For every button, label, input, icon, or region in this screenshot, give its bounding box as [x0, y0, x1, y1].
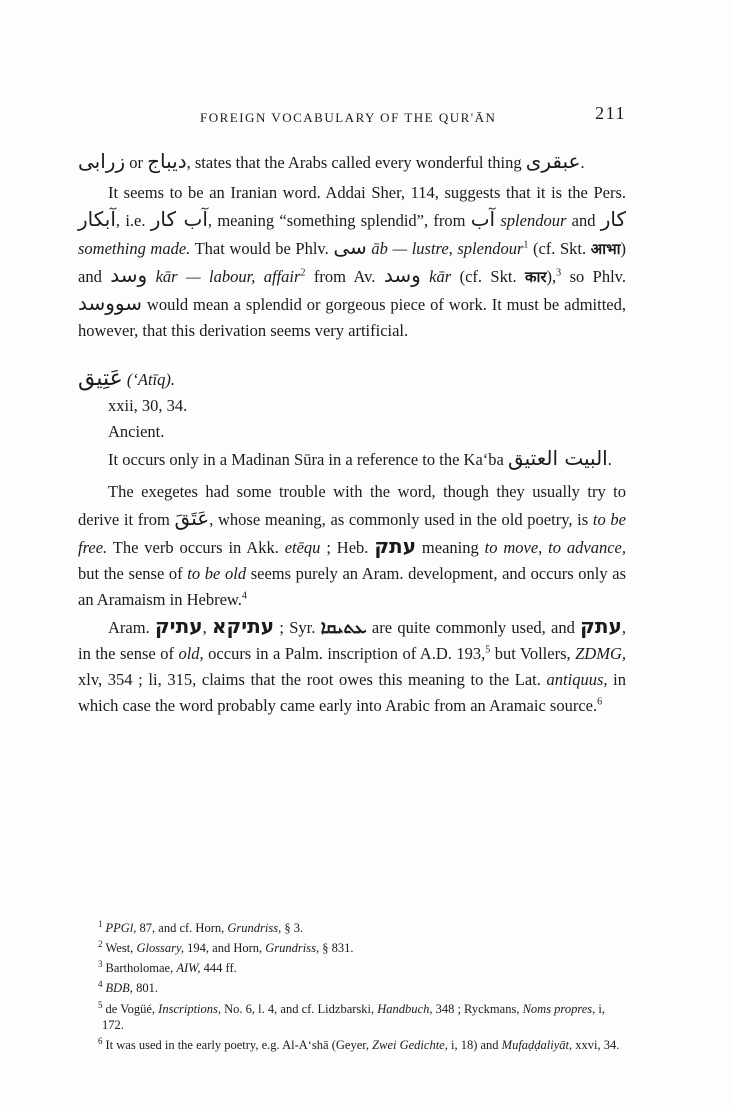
text-run: ; Syr.: [274, 618, 321, 637]
arabic-word: آبكار: [78, 207, 116, 231]
italic-run: Mufaḍḍaliyāt,: [501, 1037, 573, 1052]
text-run: It occurs only in a Madinan Sūra in a reference to the Ka‘ba: [108, 450, 508, 469]
text-run: , states that the Arabs called every wonderful thing: [186, 153, 526, 172]
italic-run: Noms propres,: [522, 1001, 596, 1016]
text-run: i, 18) and: [447, 1037, 502, 1052]
text-run: § 3.: [281, 921, 304, 936]
footnote: [84, 956, 626, 976]
footnote-ref: 6: [597, 696, 603, 708]
footnote-ref: 2: [300, 267, 306, 279]
text-run: but Vollers,: [490, 644, 576, 663]
text-run: 801.: [132, 981, 158, 996]
text-run: Aram.: [108, 618, 155, 637]
arabic-word: عَتَقَ: [174, 506, 210, 530]
text-run: ,: [202, 618, 212, 637]
italic-run: to be old: [187, 564, 247, 583]
italic-run: āb — lustre, splendour: [366, 239, 524, 258]
arabic-phrase: البيت العتيق: [507, 446, 608, 470]
arabic-word: زرابى: [78, 149, 126, 173]
italic-run: antiquus,: [546, 670, 608, 689]
footnote: [84, 976, 626, 996]
text-run: are quite commonly used, and: [366, 618, 581, 637]
text-run: , in the sense of: [78, 618, 626, 663]
footnote: [84, 936, 626, 956]
text-run: but the sense of: [78, 564, 188, 583]
paragraph-1: [78, 148, 626, 176]
footnotes: [84, 916, 626, 1053]
sanskrit-word: कार: [524, 268, 547, 286]
text-run: (cf. Skt.: [451, 267, 525, 286]
avestan-word: وسد: [383, 263, 421, 287]
text-run: § 831.: [319, 941, 354, 956]
pahlavi-word: وسد: [110, 263, 148, 287]
arabic-word: عبقرى: [525, 149, 581, 173]
text-run: would mean a splendid or gorgeous piece of work. It must be admitted, however, that this derivation seems very artificial.: [78, 295, 626, 340]
text-run: 444 ff.: [200, 961, 237, 976]
text-run: It was used in the early poetry, e.g. Al-A‘shā (Geyer,: [105, 1037, 373, 1052]
italic-run: something made.: [78, 239, 191, 258]
italic-run: splendour: [495, 211, 567, 230]
page-number: 211: [595, 103, 626, 123]
text-run: The verb occurs in Akk.: [107, 538, 285, 557]
text-run: , meaning “something splendid”, from: [207, 211, 471, 230]
italic-run: Glossary,: [136, 941, 185, 956]
text-run: so Phlv.: [561, 267, 626, 286]
text-run: from Av.: [305, 267, 384, 286]
text-run: 348 ; Ryckmans,: [432, 1001, 523, 1016]
text-run: .: [607, 450, 612, 469]
footnote-ref: 5: [485, 644, 491, 656]
text-run: 194, and Horn,: [184, 941, 266, 956]
italic-run: BDB,: [105, 981, 133, 996]
text-run: occurs in a Palm. inscription of A.D. 193,: [203, 644, 486, 663]
text-run: Bartholomae,: [105, 961, 177, 976]
arabic-word: ديباج: [147, 149, 187, 173]
text-run: No. 6, l. 4, and cf. Lidzbarski,: [221, 1001, 378, 1016]
running-title: FOREIGN VOCABULARY OF THE QUR'ĀN: [200, 110, 497, 125]
paragraph-5: [78, 613, 626, 719]
italic-run: PPGl,: [105, 921, 137, 936]
text-run: (cf. Skt.: [528, 239, 591, 258]
italic-run: kār — labour, affair: [147, 267, 301, 286]
arabic-word: كار: [600, 207, 627, 231]
pahlavi-word: سووسد: [78, 291, 143, 315]
running-head: [78, 103, 626, 132]
text-run: de Vogüé,: [105, 1001, 159, 1016]
text-run: .: [580, 153, 585, 172]
text-run: ) and: [78, 239, 626, 286]
italic-run: ZDMG,: [575, 644, 626, 663]
text-run: It seems to be an Iranian word. Addai Sher, 114, suggests that it is the Pers.: [108, 183, 626, 202]
sanskrit-word: आभा: [590, 240, 621, 258]
arabic-headword: عَتِيق: [78, 366, 123, 391]
pahlavi-word: سى: [333, 235, 367, 259]
aramaic-word: עתק: [580, 614, 622, 638]
text-run: in which case the word probably came early into Arabic from an Aramaic source.: [78, 670, 626, 715]
headword-transliteration: (‘Atīq).: [122, 370, 175, 389]
footnote-number: 4: [98, 979, 103, 990]
italic-run: to be free.: [78, 510, 626, 557]
text-run: i, 172.: [102, 1001, 606, 1032]
text-run: ; Heb.: [320, 538, 375, 557]
italic-run: Grundriss,: [265, 941, 320, 956]
arabic-word: آب كار: [150, 207, 208, 231]
text-run: seems purely an Aram. development, and occurs only as an Aramaism in Hebrew.: [78, 564, 626, 609]
text-run: xxvi, 34.: [572, 1037, 620, 1052]
text-run: ),: [546, 267, 557, 286]
text-run: 87, and cf. Horn,: [136, 921, 228, 936]
aramaic-word: עתיקא: [211, 614, 275, 638]
text-run: meaning: [416, 538, 485, 557]
text-run: or: [125, 153, 148, 172]
italic-run: kār: [420, 267, 452, 286]
text-run: and: [566, 211, 601, 230]
italic-run: old,: [178, 644, 204, 663]
footnote: [84, 1033, 626, 1053]
italic-run: Handbuch,: [377, 1001, 433, 1016]
paragraph-3: [78, 445, 626, 473]
entry-spacer: [78, 344, 626, 366]
italic-run: Inscriptions,: [158, 1001, 222, 1016]
footnote-number: 1: [98, 919, 103, 929]
text-run: , whose meaning, as commonly used in the old poetry, is: [209, 510, 593, 529]
text-run: , i.e.: [115, 211, 151, 230]
footnote: [84, 916, 626, 936]
entry-meaning: Ancient.: [108, 422, 165, 441]
footnote-ref: 4: [241, 590, 247, 602]
footnote-ref: 1: [523, 239, 529, 251]
text-run: That would be Phlv.: [190, 239, 334, 258]
text-run: West,: [105, 941, 137, 956]
italic-run: to move, to advance,: [484, 538, 626, 557]
italic-run: Zwei Gedichte,: [372, 1037, 448, 1052]
body-text: [78, 148, 626, 719]
italic-run: Grundriss,: [227, 921, 282, 936]
italic-run: etēqu: [284, 538, 321, 557]
footnote-number: 2: [98, 939, 103, 950]
text-run: The exegetes had some trouble with the word, though they usually try to derive it from: [78, 482, 626, 529]
text-run: xlv, 354 ; li, 315, claims that the root owes this meaning to the Lat.: [78, 670, 547, 689]
entry-headword: [78, 366, 626, 393]
footnote-number: 6: [98, 1035, 103, 1046]
aramaic-word: עתיק: [154, 614, 203, 638]
footnote-number: 5: [98, 999, 103, 1010]
italic-run: AIW,: [176, 961, 201, 976]
paragraph-2: [78, 180, 626, 344]
footnote: [84, 997, 626, 1033]
syriac-word: ܥܬܝܩܐ: [320, 617, 367, 638]
footnote-ref: 3: [556, 267, 562, 279]
arabic-word: آب: [470, 207, 496, 231]
paragraph-4: [78, 479, 626, 613]
hebrew-word: עתק: [374, 534, 417, 558]
footnote-number: 3: [98, 959, 103, 970]
entry-references: xxii, 30, 34.: [108, 396, 188, 415]
